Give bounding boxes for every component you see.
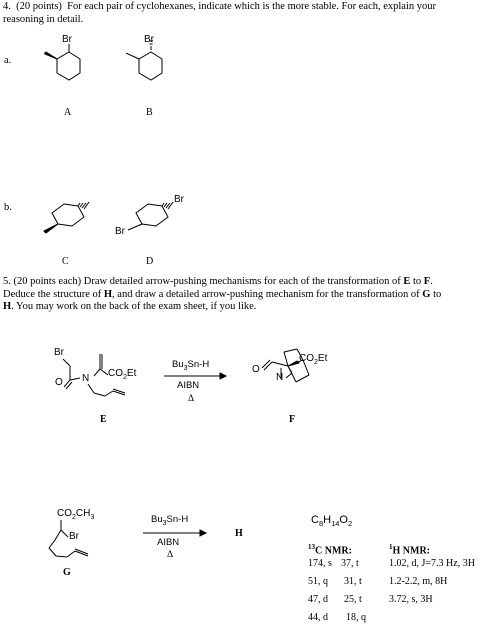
ester-f-co: CO	[299, 353, 314, 364]
proton-nmr-header	[389, 540, 430, 558]
reagent-aibn-1: AIBN	[177, 380, 200, 391]
label-d: D	[146, 256, 154, 267]
q5-line-2-mid: , and draw a detailed arrow-pushing mechanism for the transformation of	[112, 288, 420, 300]
carbon-nmr-table	[308, 557, 366, 629]
bromine-label-d-top: Br	[174, 194, 184, 205]
table-row: 3.72, s, 3H	[389, 594, 433, 605]
formula-h: H	[323, 514, 332, 526]
reagent2-sub: 3	[162, 519, 167, 527]
ester-f-et: Et	[317, 353, 328, 364]
bromine-label-g: Br	[69, 531, 79, 542]
reagent2-snh: Sn-H	[166, 514, 189, 525]
question-number: 4.	[3, 1, 11, 12]
c-shift: 25, t	[344, 594, 362, 605]
table-row	[308, 611, 366, 629]
label-c: C	[62, 256, 69, 267]
formula-c-sub: 8	[318, 519, 324, 529]
c-shift: 174, s	[308, 558, 332, 569]
q5-line-3-text: . You may work on the back of the exam sheet, if you like.	[11, 301, 257, 312]
ester-et: Et	[126, 368, 137, 379]
c-shift: 47, d	[308, 594, 328, 605]
c-shift: 51, q	[308, 576, 328, 587]
q5-line-2-to: to	[433, 288, 442, 300]
question-points: (20 points)	[16, 1, 62, 12]
q5-line-2-text: Deduce the structure of	[3, 288, 102, 300]
table-row: 1.2-2.2, m, 8H	[389, 576, 448, 587]
q5-line-1-E: E	[403, 276, 411, 287]
reagent-snh: Sn-H	[187, 359, 210, 370]
table-row	[308, 557, 366, 575]
ester-g-sub: 2	[72, 514, 76, 521]
reagent2-bu: Bu	[151, 514, 163, 525]
ester-g-co: CO	[57, 508, 72, 519]
molecular-formula	[311, 514, 352, 528]
formula-o: O	[339, 514, 348, 526]
label-e: E	[100, 414, 107, 425]
c-shift: 44, d	[308, 612, 328, 623]
table-row	[308, 575, 366, 593]
label-g: G	[63, 567, 71, 578]
carbon-nmr-title: C NMR:	[315, 545, 352, 557]
ester-g-ch: CH	[75, 508, 91, 519]
carbon-nmr-sup: 13	[308, 543, 315, 551]
part-a-label: a.	[4, 55, 12, 66]
carbon-nmr-header	[308, 540, 352, 558]
label-a: A	[64, 107, 72, 118]
c-shift: 37, t	[341, 558, 359, 569]
question-line-2: reasoning in detail.	[3, 13, 84, 25]
label-f: F	[289, 414, 296, 425]
ester-co: CO	[108, 368, 123, 379]
nitrogen-label-e: N	[82, 373, 90, 384]
formula-c: C	[311, 514, 319, 526]
reagent-bu: Bu	[172, 359, 184, 370]
table-row	[308, 593, 366, 611]
proton-nmr-sup: 1	[389, 543, 393, 551]
label-h: H	[235, 528, 243, 539]
formula-o-sub: 2	[347, 519, 353, 529]
bromine-label-a: Br	[62, 34, 72, 45]
ester-f-sub: 2	[314, 359, 318, 366]
heat-symbol-2: Δ	[167, 550, 174, 560]
q5-line-1-to: to	[412, 276, 422, 287]
nitrogen-label-f: N	[276, 372, 284, 383]
q5-line-1-F: F	[423, 276, 431, 287]
c-shift: 18, q	[346, 612, 366, 623]
table-row: 1.02, d, J=7.3 Hz, 3H	[389, 558, 475, 569]
ester-g-sub2: 3	[90, 514, 95, 521]
q5-line-1-text: 5. (20 points each) Draw detailed arrow-pushing mechanisms for each of the transformation of	[3, 276, 401, 287]
part-b-label: b.	[4, 202, 12, 213]
oxygen-label-e: O	[55, 377, 63, 388]
ester-sub: 2	[123, 374, 127, 381]
q5-line-2-H: H	[103, 288, 113, 300]
formula-h-sub: 14	[331, 519, 340, 529]
reagent-aibn-2: AIBN	[157, 537, 180, 548]
q5-line-3-H: H	[3, 301, 12, 312]
proton-nmr-table	[389, 557, 475, 611]
bromine-label-b: Br	[144, 34, 154, 45]
label-b: B	[146, 107, 153, 118]
bromine-label-e: Br	[54, 347, 64, 358]
q5-line-2-G: G	[422, 288, 431, 300]
c-shift: 31, t	[344, 576, 362, 587]
reagent-sub: 3	[183, 364, 188, 372]
proton-nmr-title: H NMR:	[392, 545, 430, 557]
question-5-text: 5. (20 points each) Draw detailed arrow-pushing mechanisms for each of the transformation of E to F. Deduce the structure of H, and draw a detailed arrow-pushing mechanism for the transformation of G to H. You may work on the back of the exam sheet, if you like.	[3, 276, 442, 312]
question-line-1: For each pair of cyclohexanes, indicate which is the more stable. For each, explain your	[67, 1, 436, 12]
oxygen-label-f: O	[252, 364, 260, 375]
bromine-label-d-bottom: Br	[115, 226, 125, 237]
heat-symbol-1: Δ	[188, 394, 195, 404]
